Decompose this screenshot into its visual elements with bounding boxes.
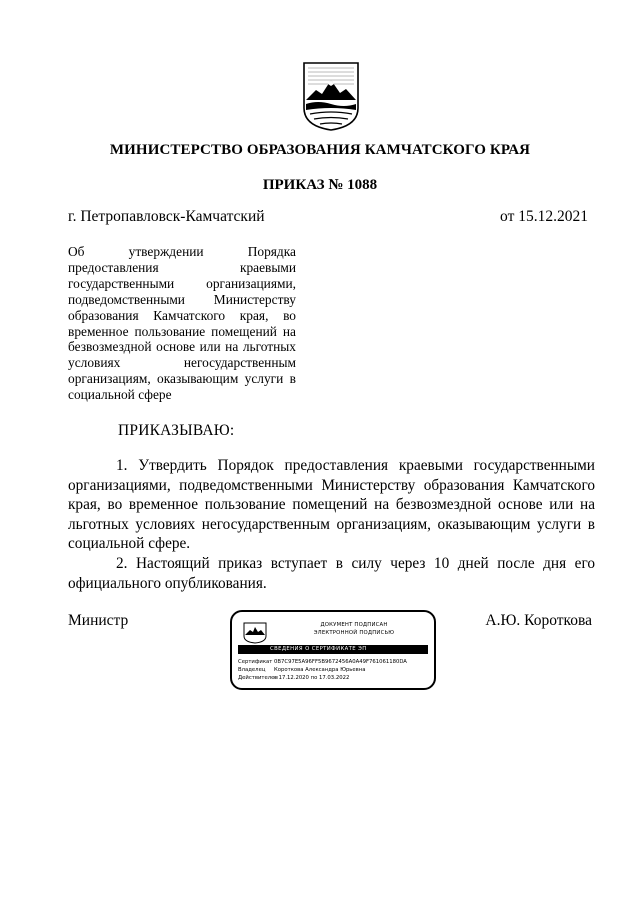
order-date: от 15.12.2021 xyxy=(500,208,588,225)
stamp-certificate-bar: СВЕДЕНИЯ О СЕРТИФИКАТЕ ЭП xyxy=(238,645,428,654)
ministry-title: МИНИСТЕРСТВО ОБРАЗОВАНИЯ КАМЧАТСКОГО КРАЯ xyxy=(109,142,531,158)
order-item: 1. Утвердить Порядок предоставления краевыми государственными организациями, подведомственными Министерству образования Камчатского края, во временное пользование помещений на безвозмездной основе или на льготных условиях негосударственным организациям, оказывающим услуги в социальной сфере. xyxy=(68,457,595,553)
order-item: 2. Настоящий приказ вступает в силу через 10 дней после дня его официального опубликования. xyxy=(68,554,595,592)
stamp-row: Сертификат 0B7C97E5A96FF5B9672456A0A49F761061180DA xyxy=(238,659,407,665)
e-signature-stamp xyxy=(230,610,436,690)
city: г. Петропавловск-Камчатский xyxy=(68,208,265,225)
stamp-row: Владелец Короткова Александра Юрьевна xyxy=(238,667,366,673)
order-number: ПРИКАЗ № 1088 xyxy=(262,177,378,193)
order-body xyxy=(68,456,595,593)
stamp-title: ДОКУМЕНТ ПОДПИСАН ЭЛЕКТРОННОЙ ПОДПИСЬЮ xyxy=(313,622,395,636)
stamp-row: Действителен с 17.12.2020 по 17.03.2022 xyxy=(238,675,350,681)
signer-name: А.Ю. Короткова xyxy=(485,612,592,629)
signer-position: Министр xyxy=(68,612,129,629)
decree-heading: ПРИКАЗЫВАЮ: xyxy=(118,422,235,439)
emblem-logo xyxy=(300,60,362,132)
stamp-emblem-icon xyxy=(242,622,268,644)
stamp-details xyxy=(238,658,407,682)
order-subject: Об утверждении Порядка предоставления краевыми государственными организациями, подведомственными Министерству образования Камчатского края, во временное пользование помещений на безвозмездной основе или на льготных условиях негосударственным организациям, оказывающим услуги в социальной сфере xyxy=(68,244,296,403)
